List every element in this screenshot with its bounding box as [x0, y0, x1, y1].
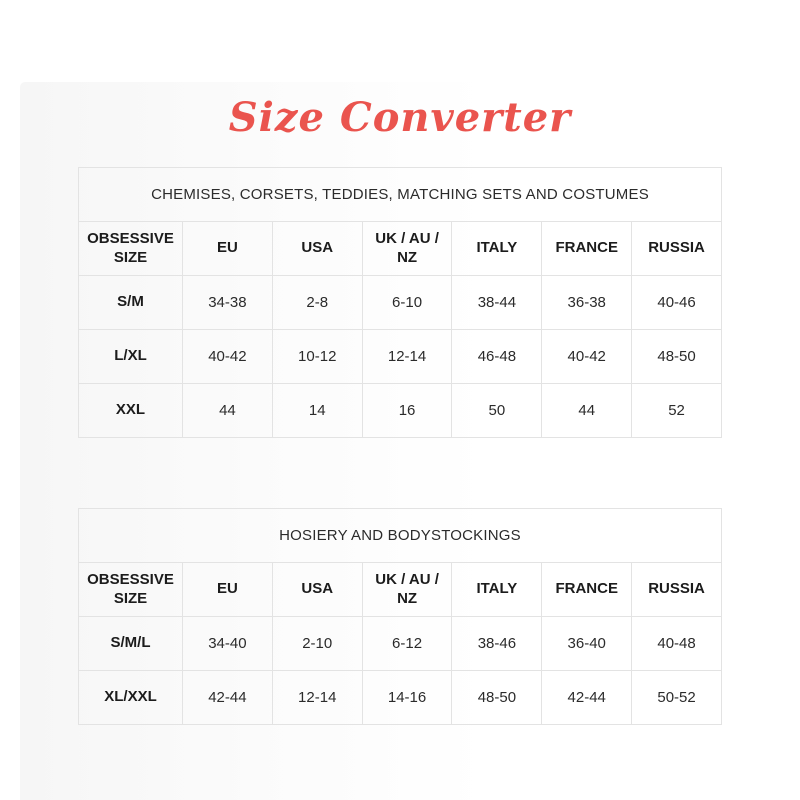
size-value-cell: 48-50 [452, 671, 542, 725]
column-header: ITALY [452, 222, 542, 276]
size-value-cell: 44 [183, 384, 273, 438]
column-header: OBSESSIVE SIZE [79, 222, 183, 276]
table-caption: CHEMISES, CORSETS, TEDDIES, MATCHING SETS AND COSTUMES [79, 168, 722, 222]
row-size-label: XL/XXL [79, 671, 183, 725]
tables-container [78, 167, 722, 725]
table-caption-row [79, 509, 722, 563]
size-value-cell: 34-40 [183, 617, 273, 671]
size-value-cell: 34-38 [183, 276, 273, 330]
size-value-cell: 40-42 [183, 330, 273, 384]
column-header: EU [183, 563, 273, 617]
row-size-label: L/XL [79, 330, 183, 384]
size-value-cell: 40-48 [632, 617, 722, 671]
size-value-cell: 6-12 [362, 617, 452, 671]
size-value-cell: 6-10 [362, 276, 452, 330]
table-caption: HOSIERY AND BODYSTOCKINGS [79, 509, 722, 563]
size-table-hosiery-bodystockings [78, 508, 722, 725]
size-value-cell: 16 [362, 384, 452, 438]
size-value-cell: 38-46 [452, 617, 542, 671]
page-title: Size Converter [228, 94, 572, 141]
size-value-cell: 40-42 [542, 330, 632, 384]
size-value-cell: 38-44 [452, 276, 542, 330]
size-value-cell: 46-48 [452, 330, 542, 384]
size-value-cell: 12-14 [362, 330, 452, 384]
row-size-label: S/M/L [79, 617, 183, 671]
column-header: RUSSIA [632, 222, 722, 276]
column-header: FRANCE [542, 563, 632, 617]
size-value-cell: 36-38 [542, 276, 632, 330]
size-table-chemises-corsets [78, 167, 722, 438]
size-value-cell: 12-14 [272, 671, 362, 725]
size-value-cell: 50-52 [632, 671, 722, 725]
size-value-cell: 42-44 [542, 671, 632, 725]
column-header: USA [272, 563, 362, 617]
size-value-cell: 44 [542, 384, 632, 438]
size-value-cell: 14-16 [362, 671, 452, 725]
size-value-cell: 14 [272, 384, 362, 438]
row-size-label: S/M [79, 276, 183, 330]
table-row [79, 276, 722, 330]
column-header: UK / AU / NZ [362, 222, 452, 276]
size-value-cell: 40-46 [632, 276, 722, 330]
table-header-row [79, 563, 722, 617]
table-row [79, 617, 722, 671]
size-value-cell: 42-44 [183, 671, 273, 725]
column-header: OBSESSIVE SIZE [79, 563, 183, 617]
table-row [79, 671, 722, 725]
column-header: FRANCE [542, 222, 632, 276]
size-value-cell: 50 [452, 384, 542, 438]
column-header: UK / AU / NZ [362, 563, 452, 617]
column-header: USA [272, 222, 362, 276]
table-caption-row [79, 168, 722, 222]
column-header: RUSSIA [632, 563, 722, 617]
size-value-cell: 2-8 [272, 276, 362, 330]
column-header: ITALY [452, 563, 542, 617]
size-value-cell: 36-40 [542, 617, 632, 671]
size-value-cell: 10-12 [272, 330, 362, 384]
table-header-row [79, 222, 722, 276]
column-header: EU [183, 222, 273, 276]
size-value-cell: 48-50 [632, 330, 722, 384]
row-size-label: XXL [79, 384, 183, 438]
size-value-cell: 52 [632, 384, 722, 438]
table-row [79, 384, 722, 438]
size-value-cell: 2-10 [272, 617, 362, 671]
table-row [79, 330, 722, 384]
